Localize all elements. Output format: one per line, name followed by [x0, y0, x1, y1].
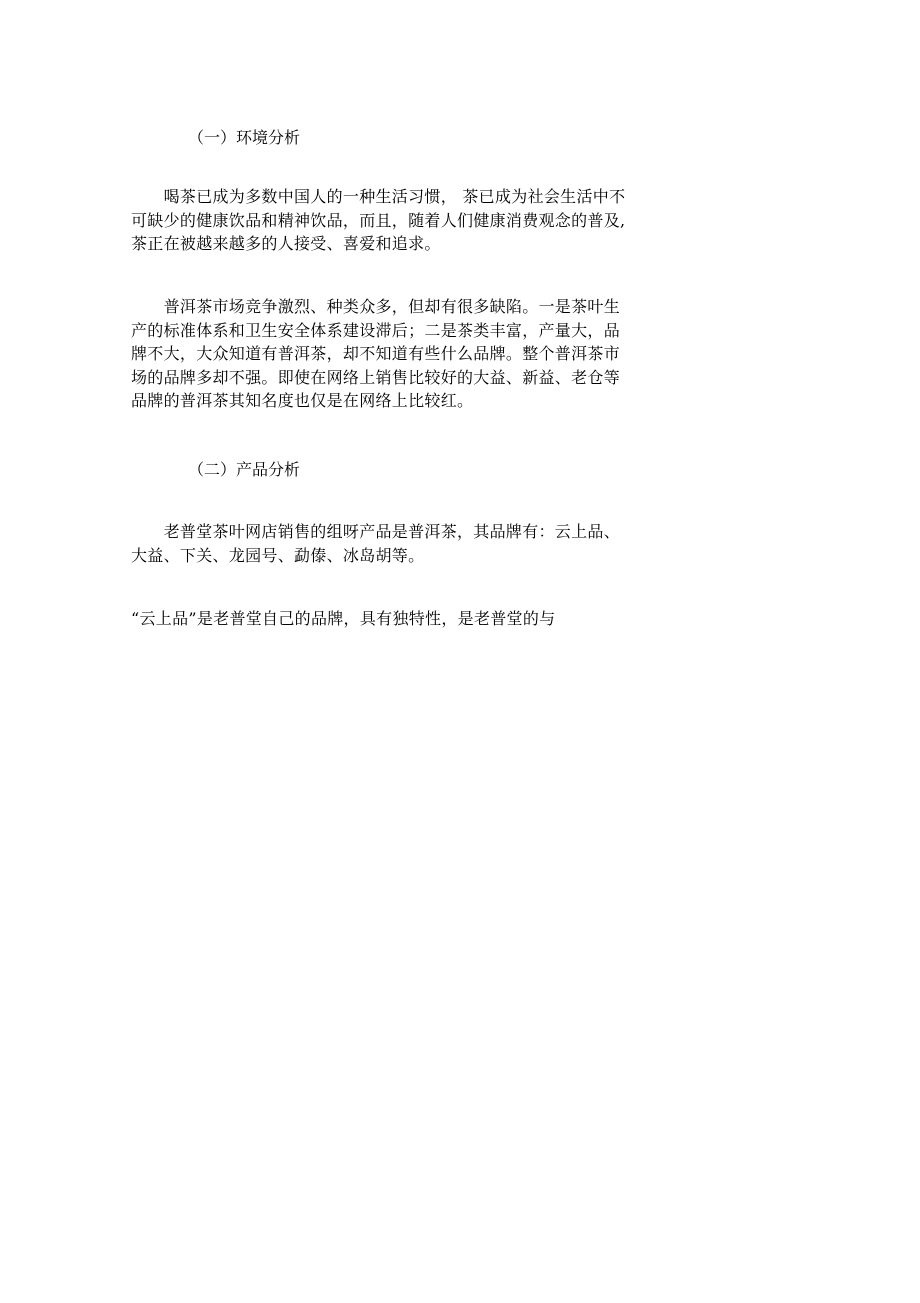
paragraph-line: 茶正在被越来越多的人接受、喜爱和追求。 [131, 234, 441, 253]
paragraph-line: 牌不大，大众知道有普洱茶，却不知道有些什么品牌。整个普洱茶市 [131, 344, 621, 363]
paragraph-yunshangpin [131, 607, 691, 631]
paragraph-line: 大益、下关、龙园号、勐傣、冰岛胡等。 [131, 545, 425, 565]
paragraph-line: 喝茶已成为多数中国人的一种生活习惯， 茶已成为社会生活中不 [131, 187, 626, 206]
paragraph-puer-market [131, 295, 691, 413]
paragraph-tea-habit [131, 185, 691, 256]
paragraph-line: “云上品”是老普堂自己的品牌，具有独特性，是老普堂的与 [131, 609, 556, 628]
section-heading-environment: （一）环境分析 [188, 128, 301, 147]
paragraph-line: 可缺少的健康饮品和精神饮品，而且，随着人们健康消费观念的普及, [131, 210, 626, 230]
paragraph-line: 场的品牌多却不强。即使在网络上销售比较好的大益、新益、老仓等 [131, 367, 621, 387]
paragraph-line: 老普堂茶叶网店销售的组呀产品是普洱茶，其品牌有：云上品、 [131, 522, 621, 541]
section-heading-product: （二）产品分析 [188, 460, 301, 479]
paragraph-line: 品牌的普洱茶其知名度也仅是在网络上比较红。 [131, 391, 474, 410]
paragraph-line: 产的标准体系和卫生安全体系建设滞后；二是茶类丰富，产量大，品 [131, 320, 621, 340]
paragraph-product-brands [131, 520, 691, 567]
paragraph-line: 普洱茶市场竞争激烈、种类众多，但却有很多缺陷。一是茶叶生 [131, 297, 621, 316]
